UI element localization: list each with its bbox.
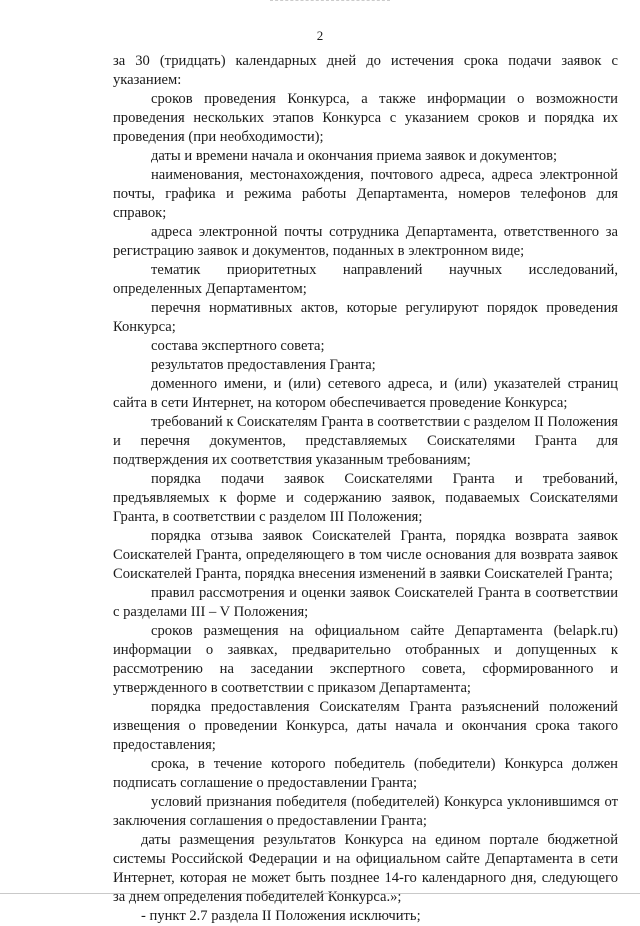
paragraph: порядка подачи заявок Соискателями Гранта и требований, предъявляемых к форме и содержанию заявок, подаваемых Соискателями Гранта, в соответствии с разделом III Положения; bbox=[113, 471, 618, 525]
paragraph: даты размещения результатов Конкурса на едином портале бюджетной системы Российской Федерации и на официальном сайте Департамента в сети Интернет, которая не может быть позднее 14-го календарного дня, следующего за днем определения победителей Конкурса.»; bbox=[113, 832, 618, 905]
paragraph: за 30 (тридцать) календарных дней до истечения срока подачи заявок с указанием: bbox=[113, 53, 618, 88]
paragraph: доменного имени, и (или) сетевого адреса, и (или) указателей страниц сайта в сети Интернет, на котором обеспечивается проведение Конкурса; bbox=[113, 376, 618, 411]
paragraph: - пункт 2.7 раздела II Положения исключить; bbox=[141, 908, 421, 924]
paragraph: правил рассмотрения и оценки заявок Соискателей Гранта в соответствии с разделами III – V Положения; bbox=[113, 585, 618, 620]
paragraph: адреса электронной почты сотрудника Департамента, ответственного за регистрацию заявок и документов, поданных в электронном виде; bbox=[113, 224, 618, 259]
paragraph: тематик приоритетных направлений научных исследований, определенных Департаментом; bbox=[113, 262, 618, 297]
paragraph: наименования, местонахождения, почтового адреса, адреса электронной почты, графика и режима работы Департамента, номеров телефонов для справок; bbox=[113, 167, 618, 221]
paragraph: порядка отзыва заявок Соискателей Гранта, порядка возврата заявок Соискателей Гранта, определяющего в том числе основания для возврата заявок Соискателей Гранта, порядка внесения изменений в заявки Соискателей Гранта; bbox=[113, 528, 618, 582]
paragraph: требований к Соискателям Гранта в соответствии с разделом II Положения и перечня документов, представляемых Соискателями Гранта для подтверждения их соответствия указанным требованиям; bbox=[113, 414, 618, 468]
paragraph: сроков размещения на официальном сайте Департамента (belapk.ru) информации о заявках, предварительно отобранных и допущенных к рассмотрению на заседании экспертного совета, сформированного и утвержденного в соответствии с приказом Департамента; bbox=[113, 623, 618, 696]
paragraph: порядка предоставления Соискателям Гранта разъяснений положений извещения о проведении Конкурса, даты начала и окончания срока такого предоставления; bbox=[113, 699, 618, 753]
document-body bbox=[113, 52, 618, 926]
paragraph: срока, в течение которого победитель (победители) Конкурса должен подписать соглашение о предоставлении Гранта; bbox=[113, 756, 618, 791]
scan-edge bbox=[0, 893, 640, 894]
paragraph: перечня нормативных актов, которые регулируют порядок проведения Конкурса; bbox=[113, 300, 618, 335]
scan-artifact bbox=[270, 0, 390, 7]
page-number: 2 bbox=[316, 28, 324, 43]
paragraph: даты и времени начала и окончания приема заявок и документов; bbox=[151, 148, 558, 164]
paragraph: состава экспертного совета; bbox=[151, 338, 325, 354]
paragraph: условий признания победителя (победителей) Конкурса уклонившимся от заключения соглашения о предоставлении Гранта; bbox=[113, 794, 618, 829]
paragraph: результатов предоставления Гранта; bbox=[151, 357, 376, 373]
paragraph: сроков проведения Конкурса, а также информации о возможности проведения нескольких этапов Конкурса с указанием сроков и порядка их проведения (при необходимости); bbox=[113, 91, 618, 145]
